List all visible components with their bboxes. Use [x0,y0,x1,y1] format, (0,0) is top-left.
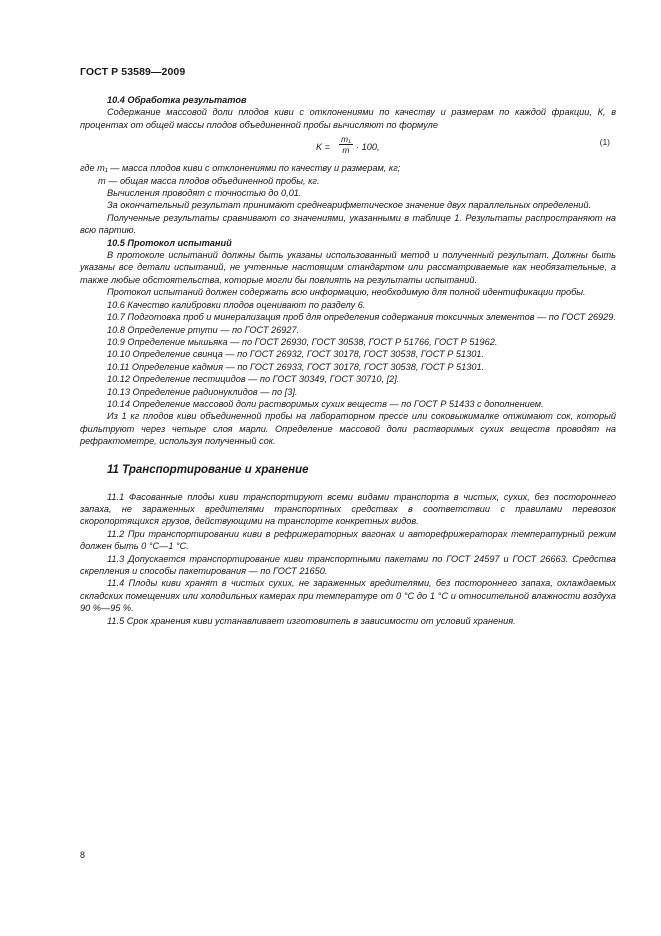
paragraph-10-4-1: Вычисления проводят с точностью до 0,01. [107,188,302,199]
paragraph-11-2: 11.2 При транспортировании киви в рефрижераторных вагонах и авторефрижераторах температурный режим должен быть 0 °С—1 °С. [80,528,616,552]
section-heading-11: 11 Транспортирование и хранение [107,463,309,476]
formula-denominator: m [342,145,350,156]
item-10-7: 10.7 Подготовка проб и минерализация проб для определения содержания токсичных элементов — по ГОСТ 26929. [107,312,616,323]
formula-numerator: m₁ [341,134,351,145]
paragraph-10-4-intro: Содержание массовой доли плодов киви с отклонениями по качеству и размерам по каждой фракции, К, в процентах от общей массы плодов объединенной пробы вычисляют по формуле [80,107,616,130]
formula-number: (1) [599,137,610,148]
item-10-14-detail: Из 1 кг плодов киви объединенной пробы на лабораторном прессе или соковыжималке отжимают сок, который фильтруют через четыре слоя марли. Определение массовой доли растворимых сухих веществ проводят на рефрактометре, используя полученный сок. [80,411,616,447]
document-header: ГОСТ Р 53589—2009 [80,66,186,78]
item-10-10: 10.10 Определение свинца — по ГОСТ 26932, ГОСТ 30178, ГОСТ 30538, ГОСТ Р 51301. [107,349,484,360]
formula-fraction [339,134,353,155]
document-body [80,94,616,627]
formula-where-m1: где m₁ — масса плодов киви с отклонениями по качеству и размерам, кг; [80,163,401,174]
paragraph-10-4-3: Полученные результаты сравнивают со значениями, указанными в таблице 1. Результаты распространяют на всю партию. [80,212,616,236]
item-10-6: 10.6 Качество калибровки плодов оценивают по разделу 6. [107,299,366,310]
page-number: 8 [80,850,86,860]
subsection-heading-10-4: 10.4 Обработка результатов [107,95,247,105]
paragraph-11-1: 11.1 Фасованные плоды киви транспортируют всеми видами транспорта в чистых, сухих, без постороннего запаха, не зараженных вредителями транспортных средствах в соответствии с правилами перевозок скоропортящихся грузов, действующими на транспорте конкретных видов. [80,491,616,527]
paragraph-11-3: 11.3 Допускается транспортирование киви транспортными пакетами по ГОСТ 24597 и ГОСТ 26663. Средства скрепления и способы пакетирования — по ГОСТ 21650. [80,553,616,576]
paragraph-10-4-2: За окончательный результат принимают среднеарифметическое значение двух параллельных определений. [107,200,592,211]
item-10-14: 10.14 Определение массовой доли растворимых сухих веществ — по ГОСТ Р 51433 с дополнением. [107,398,544,409]
paragraph-11-5: 11.5 Срок хранения киви устанавливает изготовитель в зависимости от условий хранения. [107,615,516,626]
subsection-heading-10-5: 10.5 Протокол испытаний [107,237,232,248]
item-10-8: 10.8 Определение ртути — по ГОСТ 26927. [107,324,300,335]
paragraph-11-4: 11.4 Плоды киви хранят в чистых сухих, не зараженных вредителями, без постороннего запаха, охлаждаемых складских помещениях или холодильных камерах при температуре от 0 °С до 1 °С и относительной влажности воздуха 90 %—95 %. [80,578,616,614]
item-10-13: 10.13 Определение радионуклидов — по [3]. [107,386,298,397]
paragraph-10-5-1: В протоколе испытаний должны быть указаны использованный метод и полученный результат. Должны быть указаны все детали испытаний, не учтенные настоящим стандартом или рассматриваемые как необязательные, а также любые обстоятельства, которые могли бы повлиять на результаты испытаний. [80,250,616,285]
formula-where-m: m — общая масса плодов объединенной пробы, кг. [98,175,320,186]
paragraph-10-5-2: Протокол испытаний должен содержать всю информацию, необходимую для полной идентификации пробы. [107,287,586,298]
formula-rhs: · 100, [356,142,380,153]
item-10-9: 10.9 Определение мышьяка — по ГОСТ 26930, ГОСТ 30538, ГОСТ Р 51766, ГОСТ Р 51962. [107,336,498,347]
item-10-11: 10.11 Определение кадмия — по ГОСТ 26933, ГОСТ 30178, ГОСТ 30538, ГОСТ Р 51301. [107,361,485,372]
formula-1 [80,134,616,160]
item-10-12: 10.12 Определение пестицидов — по ГОСТ 30349, ГОСТ 30710, [2]. [107,374,400,385]
formula-lhs: K = [316,142,331,153]
